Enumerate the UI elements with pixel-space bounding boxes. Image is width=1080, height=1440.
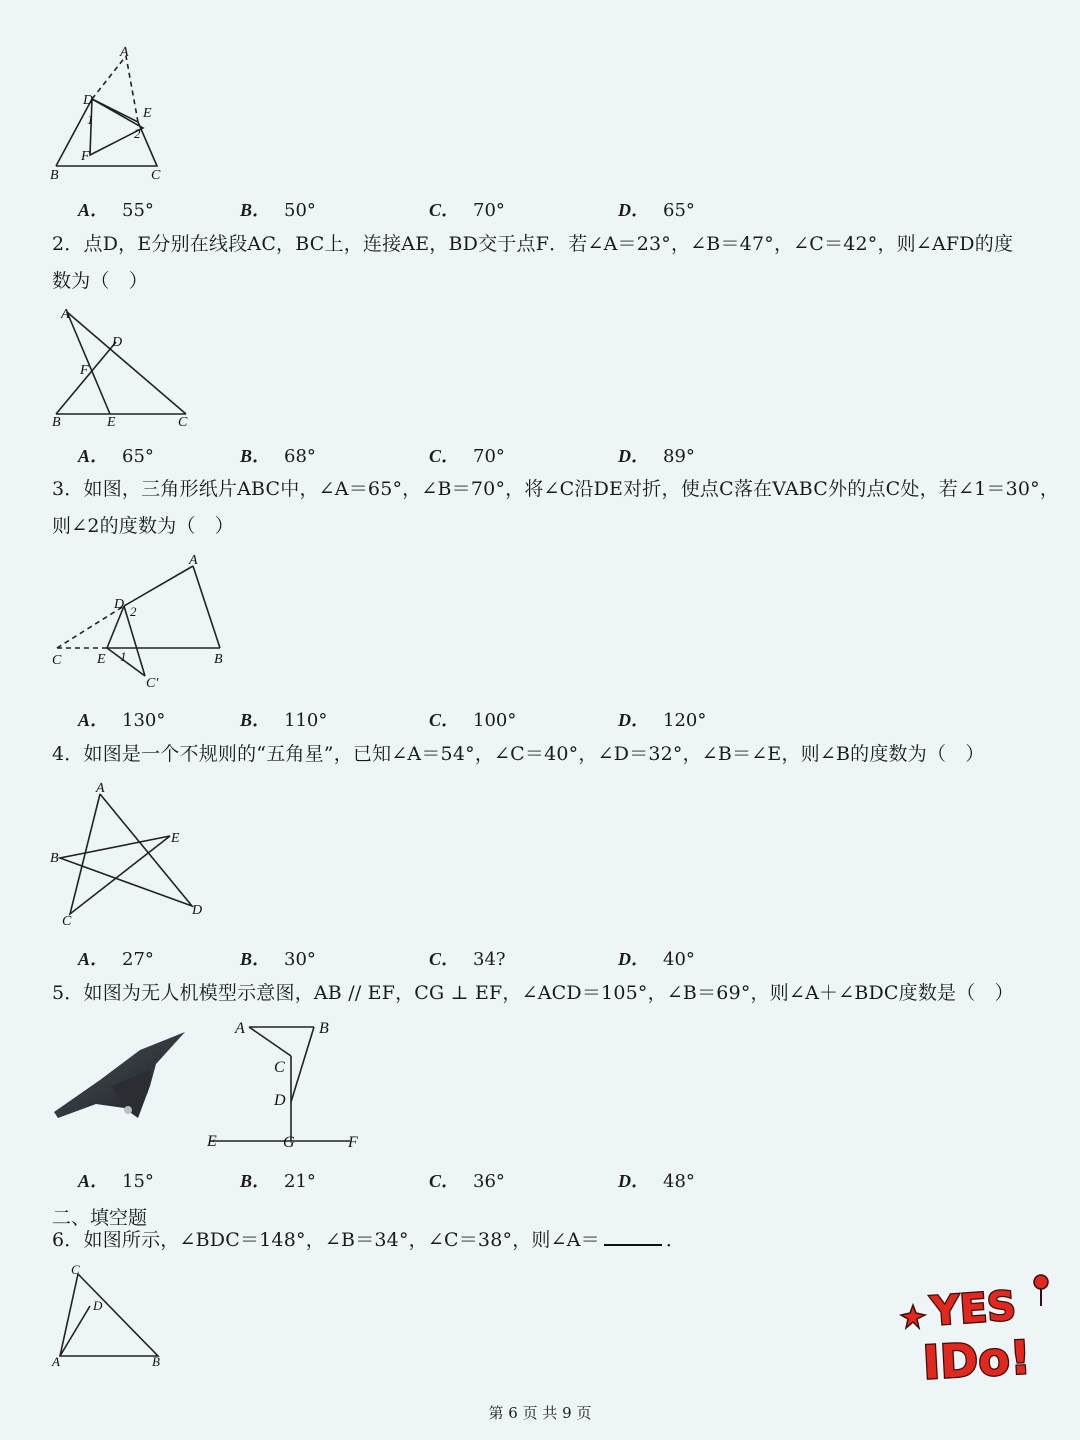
q6-stem-text: 6．如图所示，∠BDC＝148°，∠B＝34°，∠C＝38°，则∠A＝ (52, 1229, 600, 1251)
q2-label-B: B (52, 415, 61, 430)
q4-option-a[interactable]: A． 27° (78, 949, 154, 970)
q4-figure (44, 776, 224, 931)
q3-option-a[interactable]: A． 130° (78, 710, 166, 731)
q1-figure (44, 40, 174, 185)
q1-label-2: 2 (134, 126, 141, 141)
section-title-fill-blank: 二、填空题 (52, 1207, 148, 1229)
q6-figure (44, 1262, 174, 1372)
q6-label-B: B (152, 1354, 160, 1369)
q2-stem-line1: 2．点D，E分别在线段AC，BC上，连接AE，BD交于点F．若∠A＝23°，∠B＝47°，∠C＝42°，则∠AFD的度 (52, 233, 1014, 255)
q4-label-A: A (96, 781, 105, 796)
q5-label-D: D (274, 1092, 286, 1109)
q4-label-D: D (192, 903, 203, 918)
q3-label-Cprime: C′ (146, 676, 159, 691)
q3-label-1: 1 (120, 649, 127, 664)
q2-option-b[interactable]: B． 68° (240, 446, 316, 467)
q6-label-C: C (71, 1262, 80, 1277)
q2-option-d[interactable]: D． 89° (618, 446, 695, 467)
q3-option-d[interactable]: D． 120° (618, 710, 707, 731)
q5-label-A: A (235, 1020, 245, 1037)
q1-label-F: F (81, 149, 90, 164)
q2-label-E: E (107, 415, 116, 430)
q1-option-d[interactable]: D． 65° (618, 200, 695, 221)
q1-label-A: A (120, 45, 129, 60)
q2-option-a[interactable]: A． 65° (78, 446, 154, 467)
drone-image (52, 1028, 192, 1123)
q6-stem (52, 1222, 685, 1259)
q4-option-c[interactable]: C． 34? (429, 949, 506, 970)
q3-label-D: D (114, 597, 125, 612)
q1-label-D: D (83, 93, 94, 108)
q2-label-F: F (80, 363, 89, 378)
stamp-line1: YES (929, 1283, 1018, 1336)
q3-option-c[interactable]: C． 100° (429, 710, 517, 731)
yes-i-do-stamp (895, 1272, 1065, 1392)
q4-option-d[interactable]: D． 40° (618, 949, 695, 970)
q5-stem-line1: 5．如图为无人机模型示意图，AB // EF，CG ⊥ EF，∠ACD＝105°，∠B＝69°，则∠A＋∠BDC度数是（ ） (52, 982, 1014, 1004)
q4-option-b[interactable]: B． 30° (240, 949, 316, 970)
stamp-line2: IDo! (921, 1330, 1033, 1390)
q5-figure (200, 1012, 370, 1157)
q4-label-C: C (62, 914, 72, 929)
q5-label-G: G (283, 1134, 295, 1151)
q6-label-D: D (93, 1298, 103, 1313)
q6-answer-blank[interactable] (604, 1244, 662, 1246)
star-icon (901, 1305, 925, 1328)
q5-option-c[interactable]: C． 36° (429, 1171, 505, 1192)
q3-figure (44, 548, 244, 698)
q4-label-E: E (171, 831, 180, 846)
flower-icon (1034, 1275, 1048, 1289)
q5-option-a[interactable]: A． 15° (78, 1171, 154, 1192)
q2-stem-line2: 数为（ ） (52, 270, 149, 292)
q3-label-B: B (214, 652, 223, 667)
q3-stem-line2: 则∠2的度数为（ ） (52, 515, 235, 537)
q4-stem-line1: 4．如图是一个不规则的“五角星”，已知∠A＝54°，∠C＝40°，∠D＝32°，∠B＝∠E，则∠B的度数为（ ） (52, 743, 985, 765)
q2-option-c[interactable]: C． 70° (429, 446, 505, 467)
q3-label-A: A (189, 553, 198, 568)
q1-label-B: B (50, 168, 59, 183)
q3-option-b[interactable]: B． 110° (240, 710, 328, 731)
q1-label-C: C (151, 168, 161, 183)
q3-stem-line1: 3．如图，三角形纸片ABC中，∠A＝65°，∠B＝70°，将∠C沿DE对折，使点C落在VABC外的点C处，若∠1＝30°， (52, 478, 1060, 500)
q1-option-a[interactable]: A． 55° (78, 200, 154, 221)
q5-option-b[interactable]: B． 21° (240, 1171, 316, 1192)
q5-label-B: B (319, 1020, 329, 1037)
q2-label-A: A (61, 307, 70, 322)
q3-label-E: E (97, 652, 106, 667)
q2-label-D: D (112, 335, 123, 350)
q1-label-1: 1 (87, 112, 94, 127)
q1-option-b[interactable]: B． 50° (240, 200, 316, 221)
q6-stem-end: ． (665, 1229, 686, 1251)
q2-figure (44, 302, 204, 432)
q1-label-E: E (143, 106, 152, 121)
page-footer: 第 6 页 共 9 页 (488, 1404, 592, 1422)
q2-label-C: C (178, 415, 188, 430)
q1-option-c[interactable]: C． 70° (429, 200, 505, 221)
q4-label-B: B (50, 851, 59, 866)
q3-label-C: C (52, 653, 62, 668)
q5-option-d[interactable]: D． 48° (618, 1171, 695, 1192)
q6-label-A: A (52, 1354, 60, 1369)
q5-label-C: C (274, 1059, 285, 1076)
q5-label-F: F (348, 1134, 358, 1151)
q3-label-2: 2 (130, 604, 137, 619)
q5-label-E: E (207, 1133, 217, 1150)
